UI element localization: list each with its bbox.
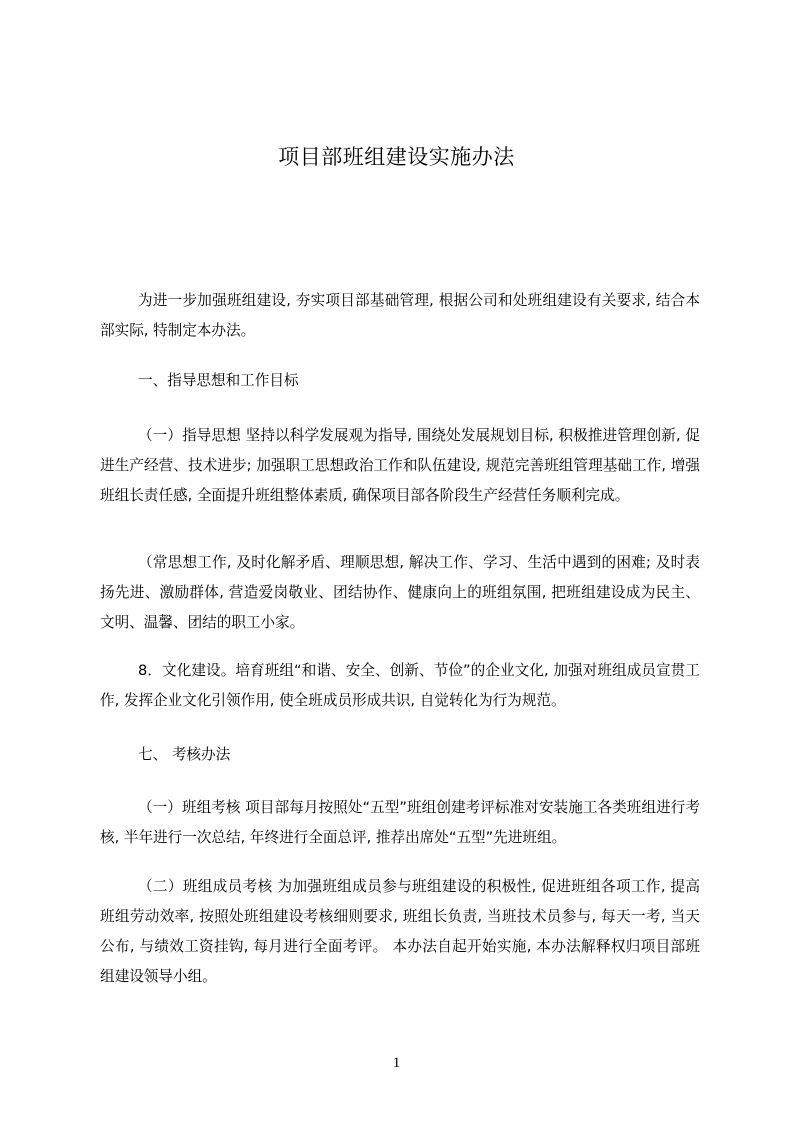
- section-heading-guiding-principles: 一、指导思想和工作目标: [138, 372, 299, 389]
- team-assessment-paragraph: （一）班组考核 项目部每月按照处“五型”班组创建考评标准对安装施工各类班组进行考核, 半年进行一次总结, 年终进行全面总评, 推荐出席处“五型”先进班组。: [100, 799, 700, 846]
- page-number: 1: [392, 1055, 401, 1071]
- culture-paragraph: 8．文化建设。培育班组“和谐、安全、创新、节俭”的企业文化, 加强对班组成员宣贯工作, 发挥企业文化引领作用, 使全班成员形成共识, 自觉转化为行为规范。: [100, 662, 700, 709]
- regular-work-paragraph: （常思想工作, 及时化解矛盾、理顺思想, 解决工作、学习、生活中遇到的困难; 及时表扬先进、激励群体, 营造爱岗敬业、团结协作、健康向上的班组氛围, 把班组建设成为民主、文明、温馨、团结的职工小家。: [100, 554, 700, 631]
- document-title: 项目部班组建设实施办法: [278, 145, 515, 169]
- section-heading-assessment: 七、 考核办法: [138, 746, 231, 763]
- member-assessment-paragraph: （二）班组成员考核 为加强班组成员参与班组建设的积极性, 促进班组各项工作, 提高班组劳动效率, 按照处班组建设考核细则要求, 班组长负责, 当班技术员参与, 每天一考, 当天公布, 与绩效工资挂钩, 每月进行全面考评。 本办法自起开始实施, 本办法解释权归项目部班组建设领导小组。: [100, 878, 700, 985]
- guiding-thought-paragraph: （一）指导思想 坚持以科学发展观为指导, 围绕处发展规划目标, 积极推进管理创新, 促进生产经营、技术进步; 加强职工思想政治工作和队伍建设, 规范完善班组管理基础工作, 增强班组长责任感, 全面提升班组整体素质, 确保项目部各阶段生产经营任务顺利完成。: [100, 427, 700, 504]
- intro-paragraph: 为进一步加强班组建设, 夯实项目部基础管理, 根据公司和处班组建设有关要求, 结合本部实际, 特制定本办法。: [100, 292, 700, 339]
